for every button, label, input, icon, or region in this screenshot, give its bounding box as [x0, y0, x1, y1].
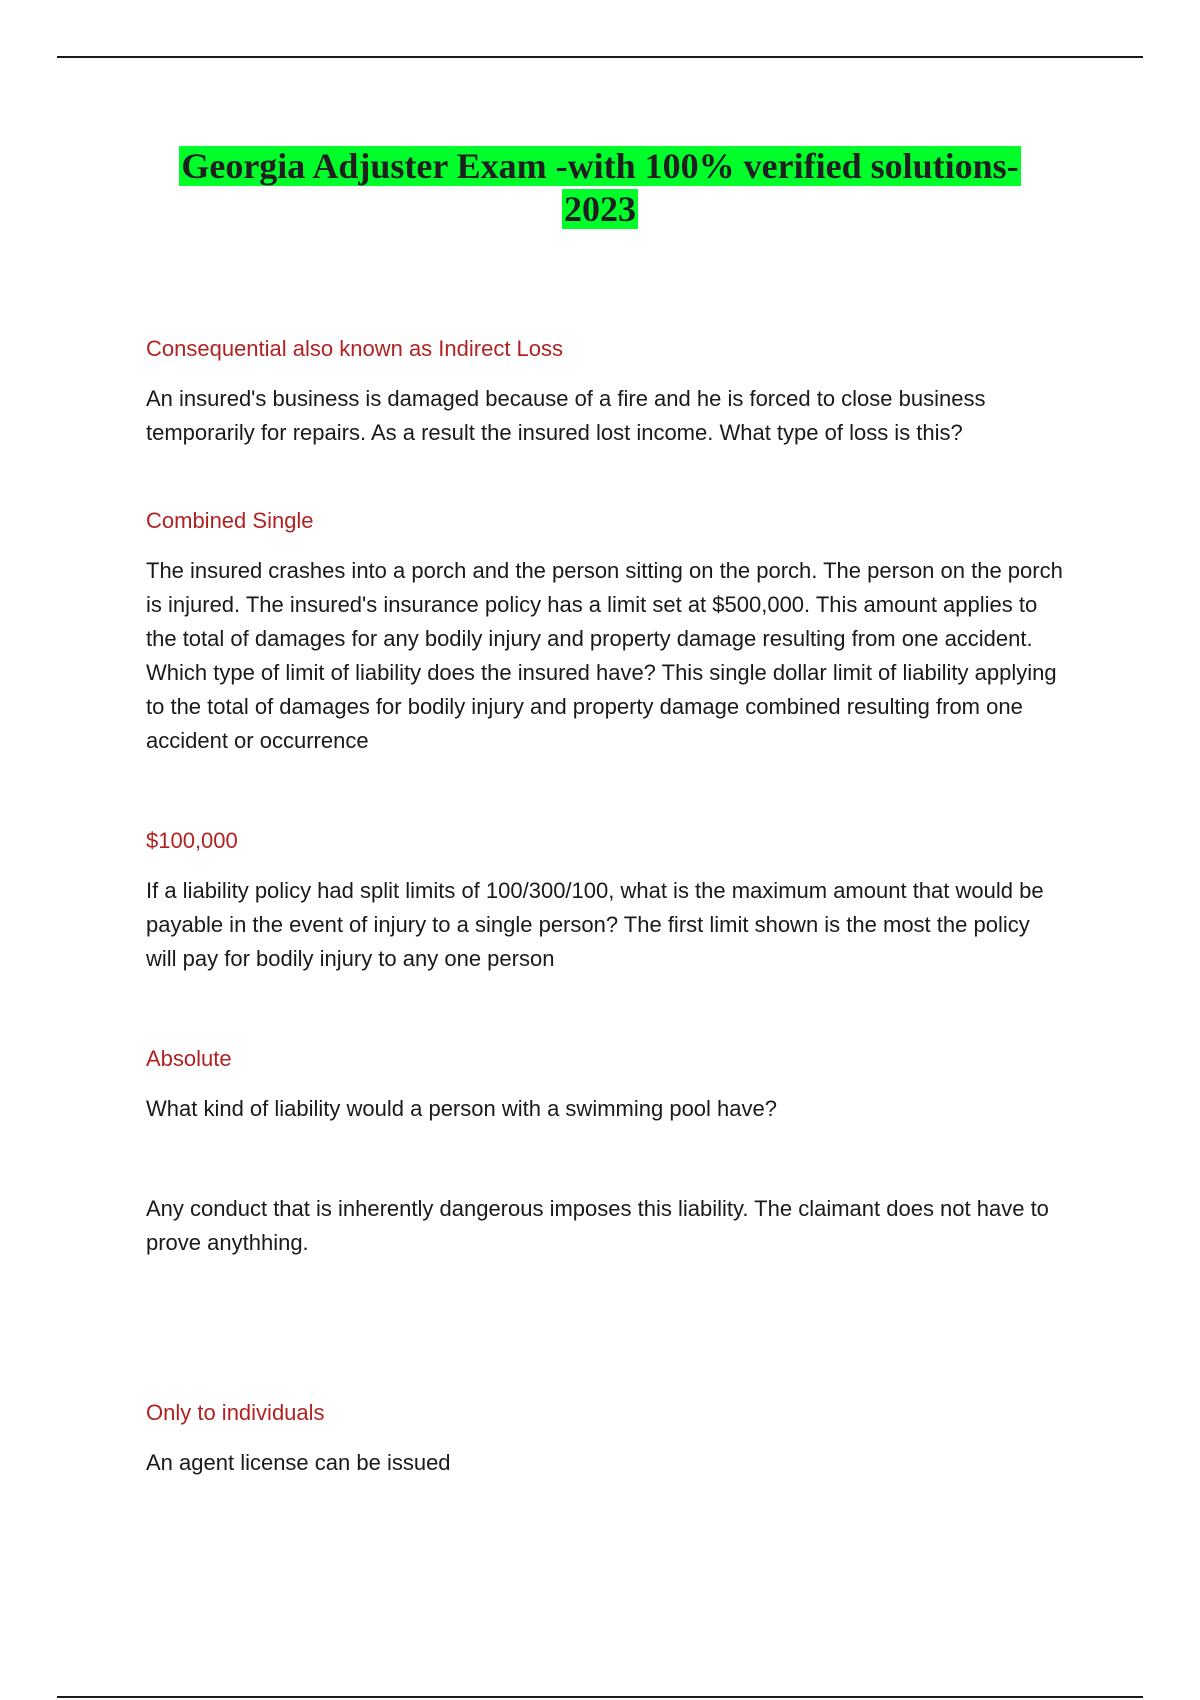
top-rule [57, 56, 1143, 58]
document-title [120, 145, 1080, 231]
qa-list [146, 332, 1066, 1480]
qa-item [146, 332, 1066, 450]
answer-text: Absolute [146, 1046, 232, 1071]
answer-text: Consequential also known as Indirect Loss [146, 336, 564, 361]
answer-text: $100,000 [146, 828, 238, 853]
answer-text: Combined Single [146, 508, 314, 533]
title-line-1: Georgia Adjuster Exam -with 100% verified solutions- [181, 146, 1019, 186]
question-text: The insured crashes into a porch and the person sitting on the porch. The person on the porch is injured. The insured's insurance policy has a limit set at $500,000. This amount applies to the total of damages for any bodily injury and property damage resulting from one accident. Which type of limit of liability does the insured have? This single dollar limit of liability applying to the total of damages for bodily injury and property damage combined resulting from one accident or occurrence [146, 558, 1063, 753]
explanation-text: Any conduct that is inherently dangerous imposes this liability. The claimant does not have to prove anythhing. [146, 1196, 1049, 1255]
qa-item [146, 1396, 1066, 1480]
bottom-rule [57, 1696, 1143, 1698]
qa-item [146, 1042, 1066, 1260]
question-text: An insured's business is damaged because of a fire and he is forced to close business temporarily for repairs. As a result the insured lost income. What type of loss is this? [146, 386, 986, 445]
question-text: What kind of liability would a person with a swimming pool have? [146, 1096, 777, 1121]
title-line-2: 2023 [564, 189, 636, 229]
qa-item [146, 504, 1066, 758]
question-text: If a liability policy had split limits of 100/300/100, what is the maximum amount that would be payable in the event of injury to a single person? The first limit shown is the most the policy will pay for bodily injury to any one person [146, 878, 1044, 971]
question-text: An agent license can be issued [146, 1450, 451, 1475]
answer-text: Only to individuals [146, 1400, 325, 1425]
qa-item [146, 824, 1066, 976]
